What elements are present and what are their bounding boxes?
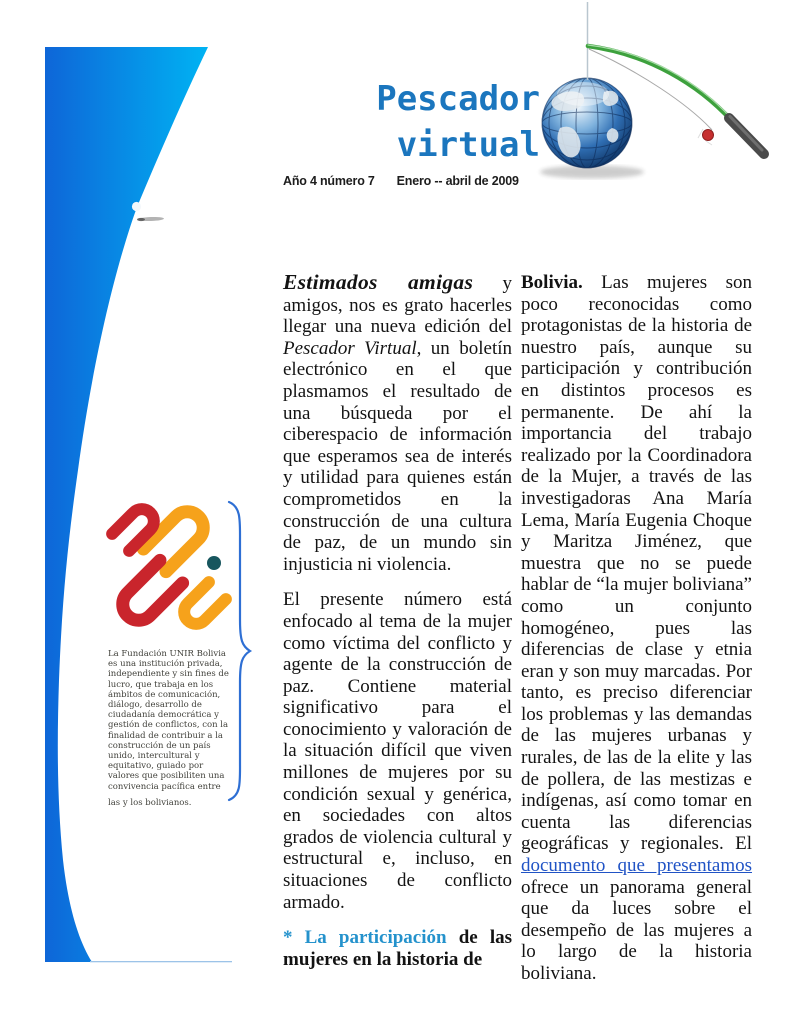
- header-illustration: [530, 0, 791, 190]
- paragraph-bolivia: Bolivia. Las mujeres son poco reconocidas como protagonistas de la historia de nuestro país, aunque su participación y contribución en distintos procesos es permanente. De ahí la importancia del trabajo realizado por la Coordinadora de la Mujer, a través de las investigadoras Ana María Lema, María Eugenia Choque y Maritza Jiménez, que muestra que no se puede hablar de “la mujer boliviana” como un conjunto homogéneo, pues las diferencias de clase y etnia eran y son muy marcadas. Por tanto, es preciso diferenciar los problemas y las demandas de las mujeres urbanas y rurales, de las de la elite y las de pollera, de las mestizas e indígenas, así como tomar en cuenta las diferencias geográficas y regionales. El documento que presentamos ofrece un panorama general que da luces sobre el desempeño de las mujeres a lo largo de la historia boliviana.: [521, 272, 752, 984]
- salutation: Estimados amigas: [283, 270, 474, 294]
- newsletter-name-inline: Pescador Virtual: [283, 337, 417, 359]
- fishing-reel: [698, 129, 714, 145]
- ribbon-white-dot: [132, 202, 141, 211]
- paragraph-intro: Estimados amigas y amigos, nos es grato hacerles llegar una nueva edición del Pescador Virtual, un boletín electrónico en el que plasmamos el resultado de una búsqueda por el ciberespacio de información que esperamos sea de interés y utilidad para quienes están comprometidos en la construcción de una cultura de paz, de un mundo sin injusticia ni violencia.: [283, 270, 513, 575]
- title-line-1: Pescador: [376, 79, 540, 119]
- globe-icon: [540, 78, 644, 179]
- newsletter-title: [283, 76, 540, 168]
- document-link[interactable]: documento que presentamos: [521, 855, 752, 877]
- unir-foundation-note: [108, 649, 236, 814]
- issue-dates: Enero -- abril de 2009: [396, 174, 519, 188]
- unir-logo-dot: [207, 556, 221, 570]
- unir-about-text: La Fundación UNIR Bolivia es una institución privada, independiente y sin fines de lucro, que trabaja en los ámbitos de comunicación, diálogo, desarrollo de ciudadanía democrática y gestión de conflictos, con la finalidad de contribuir a la construcción de un país unido, intercultural y equitativo, guiado por valores que posibiliten una convivencia pacífica entre: [108, 649, 229, 792]
- issue-number: Año 4 número 7: [283, 174, 375, 188]
- bottom-rule: [90, 961, 232, 962]
- body-column-2: [521, 272, 752, 985]
- issue-line: [283, 174, 603, 188]
- paragraph-issue-focus: El presente número está enfocado al tema de la mujer como víctima del conflicto y agente de la construcción de paz. Contiene material significativo para el conocimiento y valoración de la situación difícil que viven millones de mujeres por su condición sexual y genérica, en sociedades con altos grados de violencia cultural y estructural e, incluso, en situaciones de conflicto armado.: [283, 589, 512, 913]
- body-column-1: [283, 272, 512, 970]
- title-line-2: virtual: [396, 125, 540, 165]
- unir-logo: [112, 504, 226, 629]
- section-heading-star: * La participación: [283, 927, 447, 949]
- section-heading: * La participación de las mujeres en la historia de: [283, 927, 512, 970]
- section-heading-continuation: Bolivia.: [521, 272, 583, 293]
- unir-about-tail: las y los bolivianos.: [108, 797, 192, 808]
